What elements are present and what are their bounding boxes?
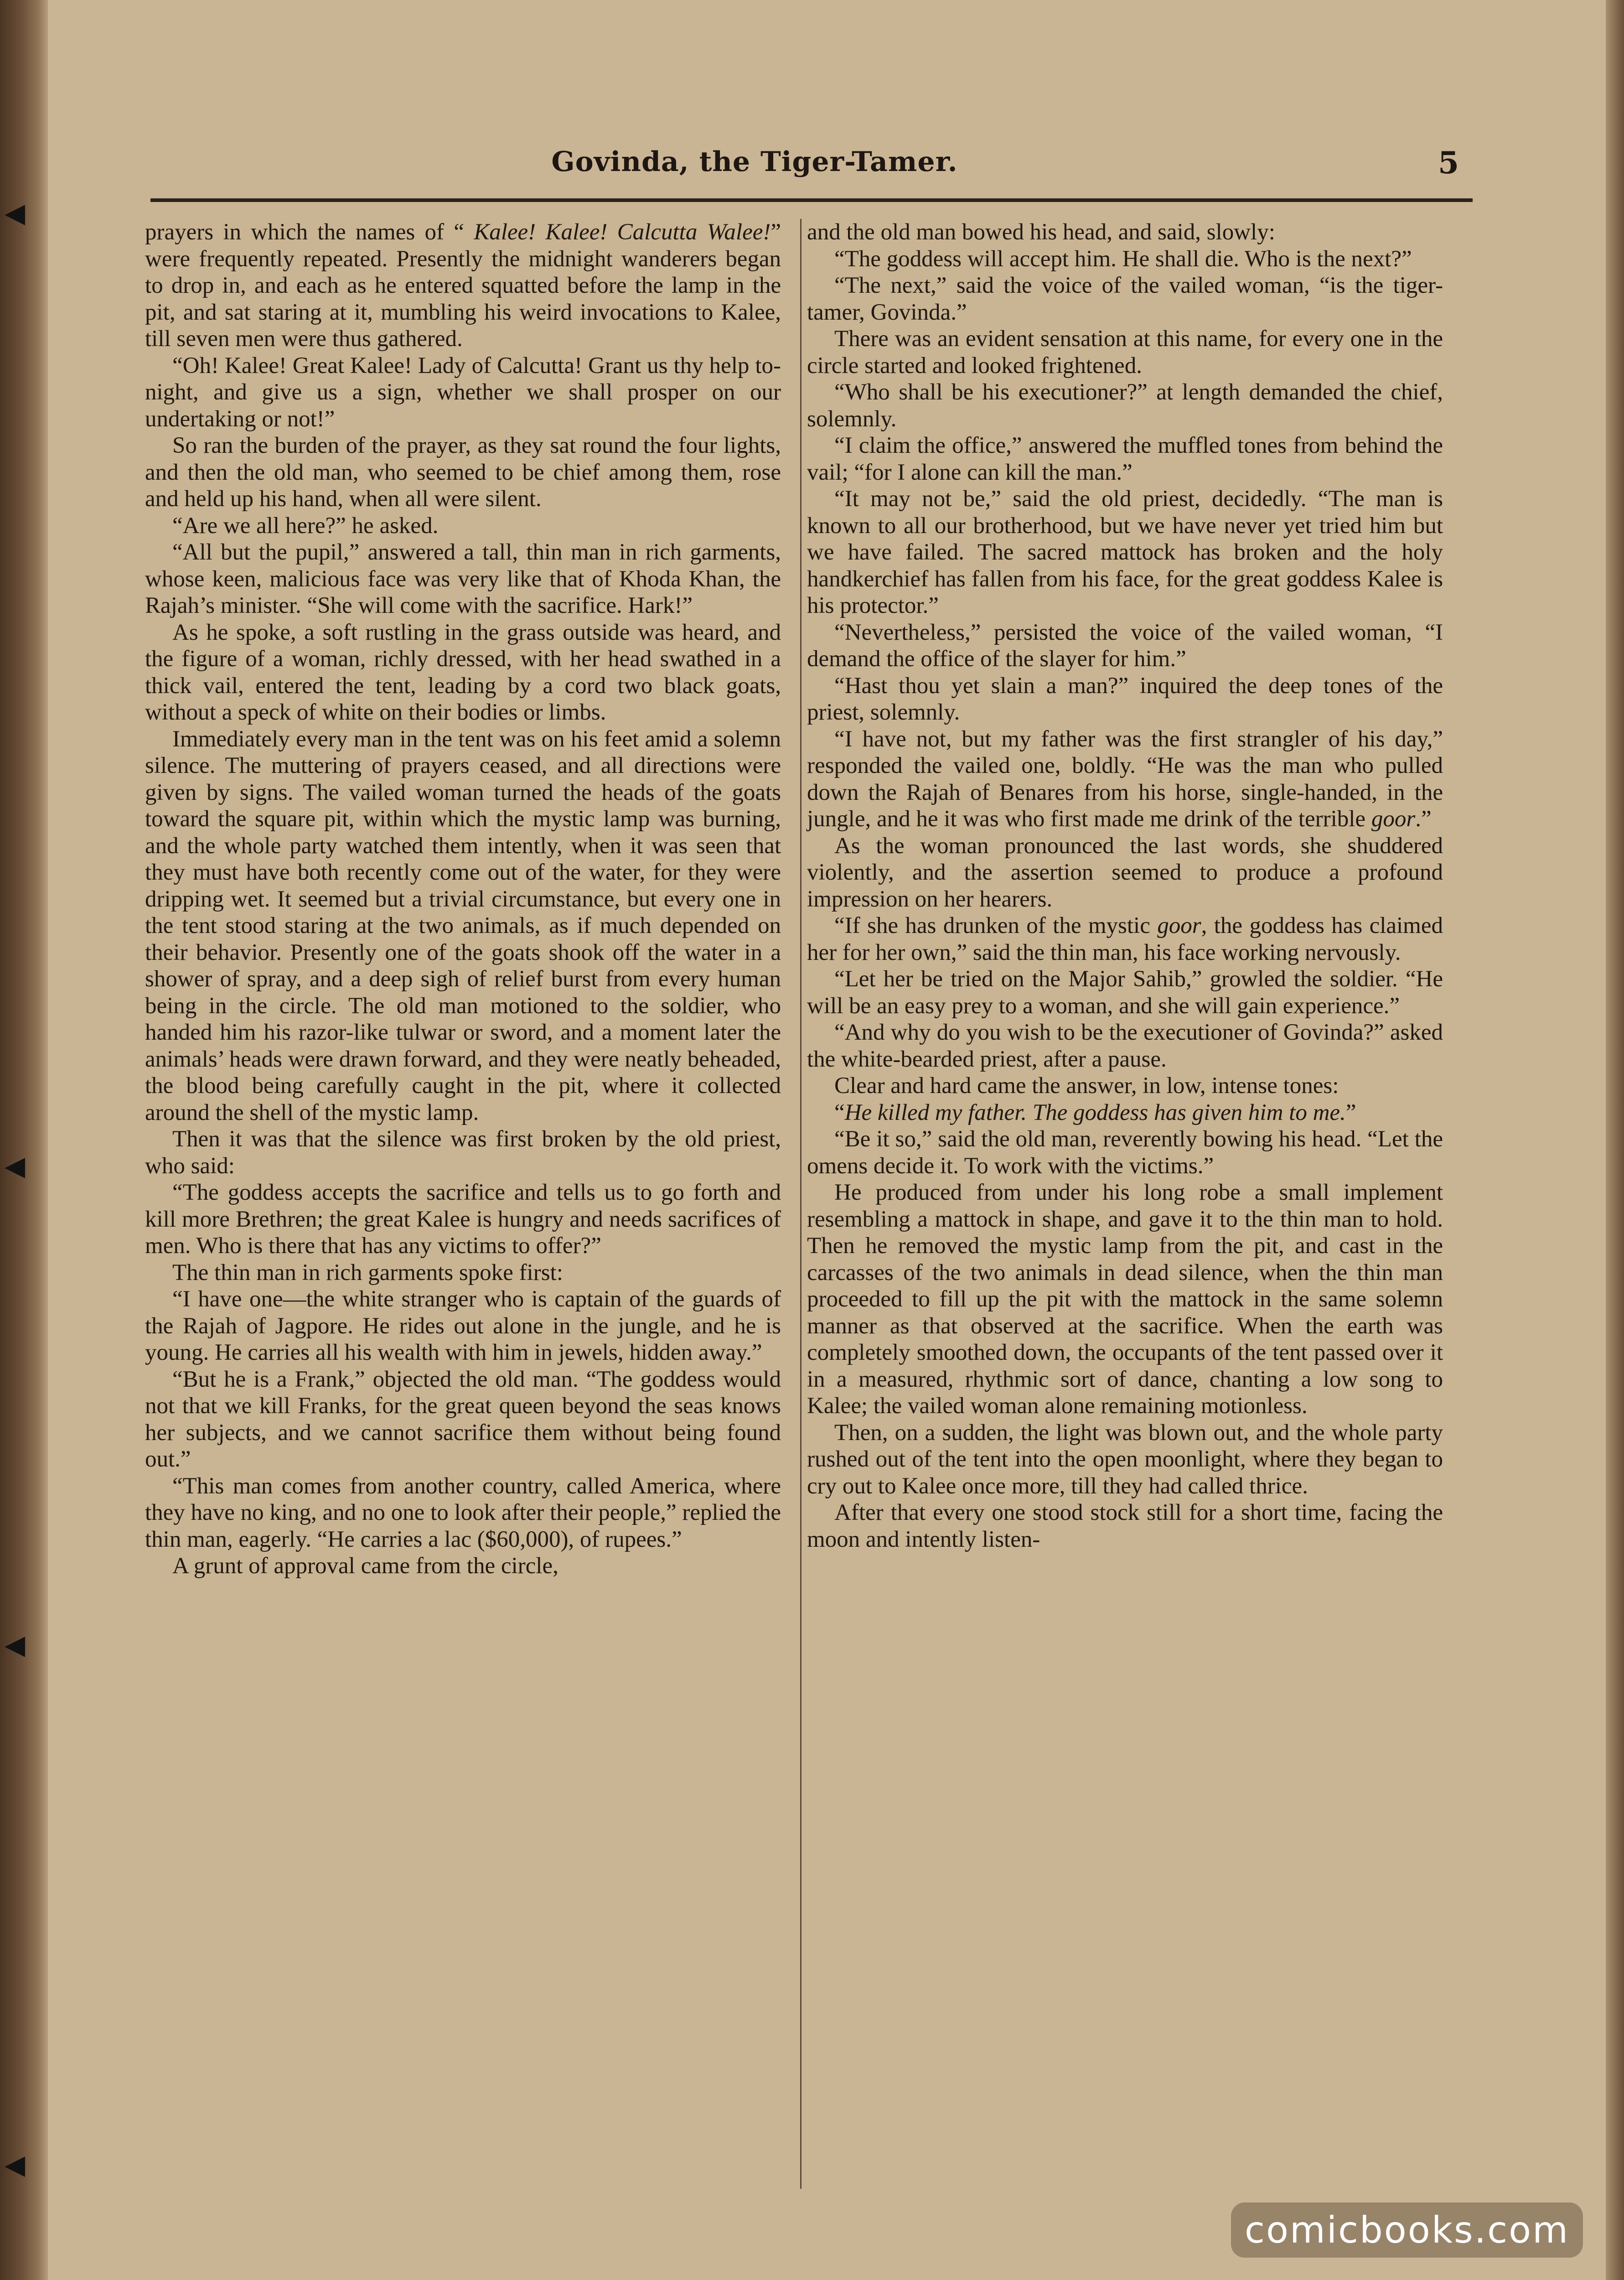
paragraph-text: “I have not, but my father was the first strangler of his day,” responded the vailed one, boldly. “He was the man who pulled down the Rajah of Benares from his horse, single-handed, in the jungle, and he it was who first made me drink of the terrible [807,726,1443,832]
paragraph [145,1259,781,1286]
paragraph-text: “The next,” said the voice of the vailed woman, “is the tiger-tamer, Govinda.” [807,273,1443,325]
paragraph-text: “Let her be tried on the Major Sahib,” growled the soldier. “He will be an easy prey to a woman, and she will gain experience.” [807,966,1443,1019]
paragraph-text: So ran the burden of the prayer, as they sat round the four lights, and then the old man, who seemed to be chief among them, rose and held up his hand, when all were silent. [145,433,781,512]
paragraph-text: “Hast thou yet slain a man?” inquired the deep tones of the priest, solemnly. [807,673,1443,725]
paragraph-text: After that every one stood stock still for a short time, facing the moon and intently listen- [807,1500,1443,1552]
paragraph [807,246,1443,273]
paragraph [807,1099,1443,1126]
paragraph-text: prayers in which the names of “ [145,219,474,245]
paragraph-text: Immediately every man in the tent was on his feet amid a solemn silence. The muttering of prayers ceased, and all directions were given by signs. The vailed woman turned the heads of the goats toward the square pit, within which the mystic lamp was burning, and the whole party watched them intently, when it was seen that they must have both recently come out of the water, for they were dripping wet. It seemed but a trivial circumstance, but every one in the tent stood staring at the two animals, as if much depended on their behavior. Presently one of the goats shook off the water in a shower of spray, and a deep sigh of relief burst from every human being in the circle. The old man motioned to the soldier, who handed him his razor-like tulwar or sword, and a moment later the animals’ heads were drawn forward, and they were neatly beheaded, the blood being carefully caught in the pit, where it collected around the shell of the mystic lamp. [145,726,781,1125]
paragraph [807,326,1443,379]
paragraph [807,1179,1443,1420]
paragraph [145,1179,781,1259]
header-rule [150,198,1473,202]
paragraph [807,833,1443,913]
paragraph-text: Clear and hard came the answer, in low, intense tones: [834,1073,1339,1099]
page-header [150,137,1473,192]
paragraph [807,912,1443,966]
paragraph [807,1126,1443,1179]
paragraph [807,1420,1443,1500]
paragraph [145,432,781,513]
paragraph [145,1473,781,1553]
binding-stitch-icon: ◂ [5,1620,26,1668]
paragraph [807,379,1443,432]
page-edge [1606,0,1624,2280]
column-divider [800,219,802,2189]
binding-stitch-icon: ◂ [5,188,26,236]
watermark: comicbooks.com [1231,2202,1583,2258]
paragraph-text: .” [1415,806,1432,832]
italic-text: He killed my father. The goddess has given him to me. [844,1099,1346,1125]
paragraph-text: “ [834,1099,845,1125]
italic-text: goor [1371,806,1416,832]
paragraph [807,272,1443,326]
paragraph [145,352,781,433]
paragraph-text: The thin man in rich garments spoke first: [172,1259,563,1285]
paragraph-text: , the goddess has claimed her for her own,” said the thin man, his face working nervously. [807,913,1443,965]
paragraph [145,1366,781,1473]
paragraph-text: A grunt of approval came from the circle, [172,1553,559,1579]
paragraph-text: “The goddess will accept him. He shall die. Who is the next?” [834,246,1412,272]
paragraph [145,1553,781,1580]
paragraph-text: “Nevertheless,” persisted the voice of the vailed woman, “I demand the office of the slayer for him.” [807,619,1443,672]
page-binding [0,0,48,2280]
paragraph [807,726,1443,833]
paragraph [807,1499,1443,1553]
paragraph [807,1073,1443,1099]
paragraph-text: “Are we all here?” he asked. [172,513,439,539]
paragraph-text: “And why do you wish to be the executioner of Govinda?” asked the white-bearded priest, after a pause. [807,1020,1443,1072]
paragraph-text: He produced from under his long robe a small implement resembling a mattock in shape, and gave it to the thin man to hold. Then he removed the mystic lamp from the pit, and cast in the carcasses of the two animals in dead silence, when the thin man proceeded to fill up the pit with the mattock in the same solemn manner as that observed at the sacrifice. When the earth was completely smoothed down, the occupants of the tent passed over it in a measured, rhythmic sort of dance, chanting a low song to Kalee; the vailed woman alone remaining motionless. [807,1180,1443,1419]
paragraph [807,432,1443,486]
right-column [807,219,1443,2202]
paragraph-text: There was an evident sensation at this name, for every one in the circle started and looked frightened. [807,326,1443,378]
paragraph-text: ” were frequently repeated. Presently the midnight wanderers began to drop in, and each as he entered squatted before the lamp in the pit, and sat staring at it, mumbling his weird invocations to Kalee, till seven men were thus gathered. [145,219,781,352]
paragraph-text: “Oh! Kalee! Great Kalee! Lady of Calcutta! Grant us thy help to-night, and give us a sign, whether we shall prosper on our undertaking or not!” [145,352,781,432]
page-number: 5 [1438,145,1459,181]
paragraph-text: “The goddess accepts the sacrifice and tells us to go forth and kill more Brethren; the great Kalee is hungry and needs sacrifices of men. Who is there that has any victims to offer?” [145,1180,781,1259]
paragraph-text: Then it was that the silence was first broken by the old priest, who said: [145,1126,781,1179]
paragraph [807,486,1443,619]
italic-text: Kalee! Kalee! Calcutta Walee! [474,219,771,245]
italic-text: goor [1157,913,1201,938]
paragraph [807,966,1443,1019]
running-title: Govinda, the Tiger-Tamer. [551,146,958,178]
paragraph-text: “This man comes from another country, called America, where they have no king, and no one to look after their people,” replied the thin man, eagerly. “He carries a lac ($60,000), of rupees.” [145,1473,781,1552]
paragraph-text: and the old man bowed his head, and said, slowly: [807,219,1275,245]
paragraph [145,219,781,352]
paragraph-text: “Who shall be his executioner?” at length demanded the chief, solemnly. [807,379,1443,432]
paragraph-text: As he spoke, a soft rustling in the grass outside was heard, and the figure of a woman, richly dressed, with her head swathed in a thick vail, entered the tent, leading by a cord two black goats, without a speck of white on their bodies or limbs. [145,619,781,725]
paragraph-text: “Be it so,” said the old man, reverently bowing his head. “Let the omens decide it. To work with the victims.” [807,1126,1443,1179]
paragraph [807,673,1443,726]
binding-stitch-icon: ◂ [5,1141,26,1189]
paragraph [145,513,781,539]
paragraph-text: “I claim the office,” answered the muffled tones from behind the vail; “for I alone can kill the man.” [807,433,1443,485]
paragraph [807,619,1443,673]
paragraph [145,619,781,726]
paragraph [145,726,781,1126]
paragraph-text: “I have one—the white stranger who is captain of the guards of the Rajah of Jagpore. He rides out alone in the jungle, and he is young. He carries all his wealth with him in jewels, hidden away.” [145,1286,781,1365]
binding-stitch-icon: ◂ [5,2140,26,2187]
paragraph-text: Then, on a sudden, the light was blown out, and the whole party rushed out of the tent into the open moonlight, where they began to cry out to Kalee once more, till they had called thrice. [807,1420,1443,1499]
paragraph-text: As the woman pronounced the last words, she shuddered violently, and the assertion seemed to produce a profound impression on her hearers. [807,833,1443,912]
paragraph-text: “But he is a Frank,” objected the old man. “The goddess would not that we kill Franks, for the great queen beyond the seas knows her subjects, and we cannot sacrifice them without being found out.” [145,1366,781,1472]
paragraph-text: “If she has drunken of the mystic [834,913,1158,938]
left-column [145,219,781,2202]
paragraph [145,1286,781,1366]
paragraph-text: “All but the pupil,” answered a tall, thin man in rich garments, whose keen, malicious face was very like that of Khoda Khan, the Rajah’s minister. “She will come with the sacrifice. Hark!” [145,539,781,618]
paragraph-text: “It may not be,” said the old priest, decidedly. “The man is known to all our brotherhood, but we have never yet tried him but we have failed. The sacred mattock has broken and the holy handkerchief has fallen from his face, for the great goddess Kalee is his protector.” [807,486,1443,618]
paragraph [145,539,781,619]
paragraph [145,1126,781,1179]
paragraph [807,219,1443,246]
paragraph [807,1019,1443,1073]
paragraph-text: ” [1345,1099,1356,1125]
